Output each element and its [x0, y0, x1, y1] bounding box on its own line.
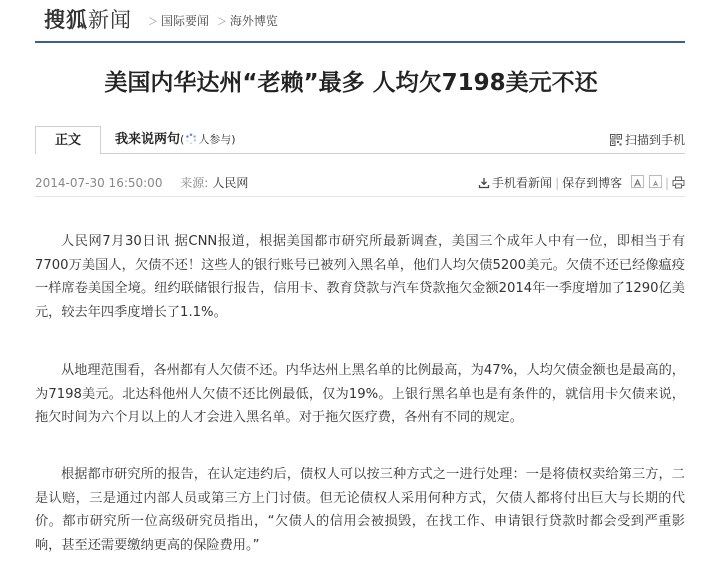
- font-size-icon[interactable]: [631, 175, 644, 188]
- mobile-news-label: 手机看新闻: [492, 176, 553, 190]
- site-header: [0, 0, 702, 42]
- download-icon: [478, 176, 490, 194]
- sohu-news-logo[interactable]: [44, 6, 132, 34]
- breadcrumb-link-international[interactable]: 国际要闻: [161, 14, 210, 28]
- tab-comments[interactable]: [115, 126, 236, 154]
- header-divider: [35, 41, 685, 43]
- logo-light-text: 新闻: [88, 8, 132, 32]
- save-to-blog-label[interactable]: 保存到博客: [562, 176, 623, 190]
- source-name: 人民网: [212, 176, 249, 190]
- article-paragraph: 根据都市研究所的报告，在认定违约后，债权人可以按三种方式之一进行处理：一是将债权卖给第三方，二是认赔，三是通过内部人员或第三方上门讨债。但无论债权人采用何种方式，欠债人都将付出巨大与长期的代价。都市研究所一位高级研究员指出，“欠债人的信用会被损毁，在找工作、申请银行贷款时都会受到严重影响，甚至还需要缴纳更高的保险费用。”: [35, 467, 685, 554]
- mobile-news-link[interactable]: [478, 176, 552, 190]
- article-paragraph: 从地理范围看，各州都有人欠债不还。内华达州上黑名单的比例最高，为47%，人均欠债金额也是最高的，为7198美元。北达科他州人欠债不还比例最低，仅为19%。上银行黑名单也是有条件的，就信用卡欠债来说，拖欠时间为六个月以上的人才会进入黑名单。对于拖欠医疗费，各州有不同的规定。: [35, 363, 685, 426]
- font-size-small-icon[interactable]: [649, 175, 662, 188]
- source-label: 来源:: [180, 176, 209, 190]
- publish-datetime: 2014-07-30 16:50:00: [35, 176, 163, 190]
- breadcrumb: [148, 13, 282, 31]
- breadcrumb-link-overseas[interactable]: 海外博览: [229, 14, 278, 28]
- article-headline: 美国内华达州“老赖”最多 人均欠7198美元不还: [104, 70, 598, 96]
- scan-to-phone-label: 扫描到手机: [624, 133, 685, 147]
- article-tabs: [35, 126, 685, 154]
- tools-divider: |: [555, 176, 560, 190]
- article-tools: [478, 174, 685, 194]
- scan-to-phone-link[interactable]: [610, 126, 685, 154]
- article-paragraph: 人民网7月30日讯 据CNN报道，根据美国都市研究所最新调查，美国三个成年人中有一位，即相当于有7700万美国人，欠债不还！这些人的银行账号已被列入黑名单，他们人均欠债5200美元。欠债不还已经像瘟疫一样席卷美国全境。纽约联储银行报告，信用卡、教育贷款与汽车贷款拖欠金额2014年一季度增加了1290亿美元，较去年四季度增长了1.1%。: [35, 234, 685, 321]
- loading-spinner-icon: [185, 128, 197, 140]
- comments-open-paren: (: [180, 133, 185, 146]
- meta-divider: [35, 196, 685, 197]
- logo-bold-text: 搜狐: [44, 7, 88, 32]
- tab-article-body[interactable]: 正文: [35, 126, 101, 154]
- tools-divider: |: [664, 176, 669, 190]
- comments-participant-label: 人参与): [198, 133, 236, 146]
- article-meta: [35, 174, 685, 192]
- print-icon[interactable]: [672, 176, 685, 194]
- tab-divider: [35, 153, 685, 154]
- comments-tab-label: 我来说两句: [115, 132, 181, 147]
- breadcrumb-separator-icon: ＞: [148, 17, 158, 28]
- breadcrumb-separator-icon: ＞: [216, 17, 227, 28]
- qr-code-icon: [610, 128, 622, 140]
